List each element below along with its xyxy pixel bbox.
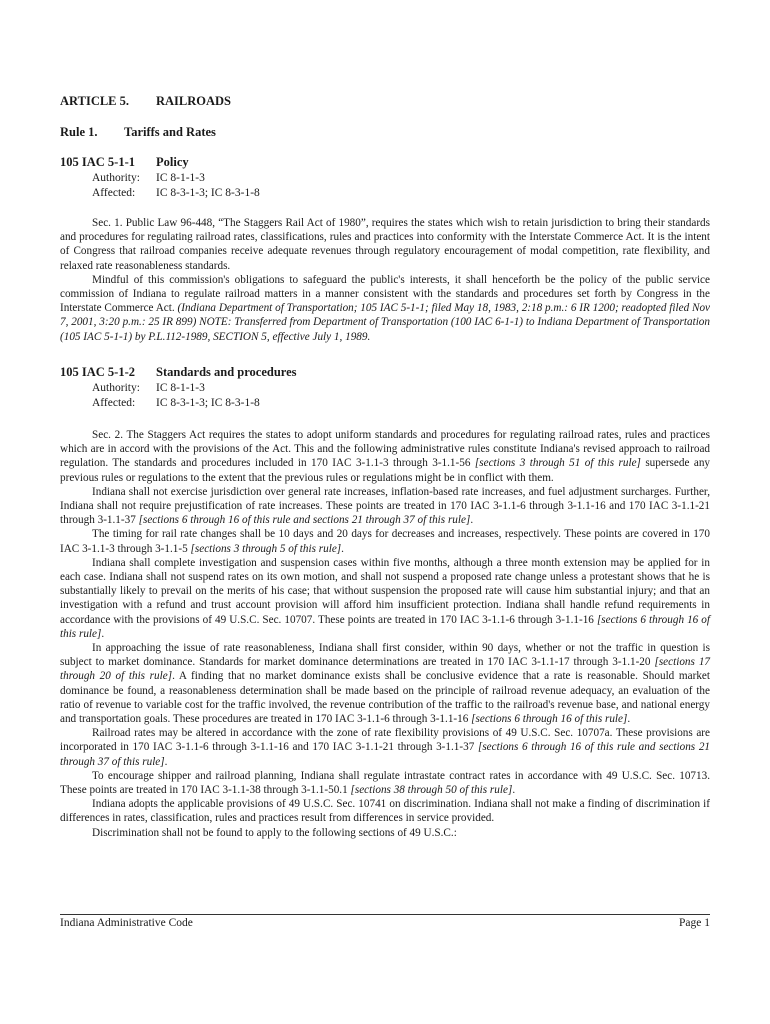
article-heading xyxy=(60,94,231,109)
authority-label: Authority: xyxy=(92,172,140,184)
paragraph: Mindful of this commission's obligations to safeguard the public's interests, it shall henceforth be the policy of the public service commission of Indiana to regulate railroad matters in a manner consistent with the standards and procedures set forth by Congress in the Interstate Commerce Act. (Indiana Department of Transportation; 105 IAC 5-1-1; filed May 18, 1983, 2:18 p.m.: 6 IR 1200; readopted filed Nov 7, 2001, 3:20 p.m.: 25 IR 899) NOTE: Transferred from Department of Transportation (100 IAC 6-1-1) to Indiana Department of Transportation (105 IAC 5-1-1) by P.L.112-1989, SECTION 5, effective July 1, 1989. xyxy=(60,273,711,343)
affected-label: Affected: xyxy=(92,397,136,409)
paragraph: Railroad rates may be altered in accordance with the zone of rate flexibility provisions of 49 U.S.C. Sec. 10707a. These provisions are incorporated in 170 IAC 3-1.1-6 through 3-1.1-16 and 170 IAC 3-1.1-21 through 3-1.1-37 [sections 6 through 16 of this rule and sections 21 through 37 of this rule]. xyxy=(60,727,711,768)
section-2-heading xyxy=(60,365,297,380)
paragraph: Indiana adopts the applicable provisions of 49 U.S.C. Sec. 10741 on discrimination. Indiana shall not make a finding of discrimination if differences in rates, classification, rules and practices result from differences in service provided. xyxy=(60,798,710,825)
history-note: (Indiana Department of Transportation; 105 IAC 5-1-1; filed May 18, 1983, 2:18 p.m.: 6 IR 1200; readopted filed Nov 7, 2001, 3:20 p.m.: 25 IR 899) NOTE: Transferred from Department of Transportation (100 IAC 6-1-1) to Indiana Department of Transportation (105 IAC 5-1-1) by P.L.112-1989, SECTION 5, effective July 1, 1989. xyxy=(60,302,711,343)
rule-title: Tariffs and Rates xyxy=(124,125,216,139)
article-number: ARTICLE 5. xyxy=(60,94,130,108)
footer-rule xyxy=(60,914,710,915)
section-1-meta xyxy=(92,171,260,201)
rule-number: Rule 1. xyxy=(60,125,98,139)
section-2-body xyxy=(60,428,710,840)
section-1-title: Policy xyxy=(156,155,189,169)
section-2-title: Standards and procedures xyxy=(156,365,297,379)
rule-heading xyxy=(60,125,216,140)
paragraph: Sec. 2. The Staggers Act requires the states to adopt uniform standards and procedures for regulating railroad rates, rules and practices which are in accord with the provisions of the Act. This and the following administrative rules constitute Indiana's revised approach to railroad regulation. The standards and procedures included in 170 IAC 3-1.1-3 through 3-1.1-56 [sections 3 through 51 of this rule] supersede any previous rules or regulations to the extent that the previous rules or regulations might be in conflict with them. xyxy=(60,429,711,484)
authority-label: Authority: xyxy=(92,382,140,394)
footer-source: Indiana Administrative Code xyxy=(60,917,193,929)
section-2-meta xyxy=(92,381,260,411)
paragraph: Discrimination shall not be found to apply to the following sections of 49 U.S.C.: xyxy=(92,826,457,839)
paragraph: To encourage shipper and railroad planning, Indiana shall regulate intrastate contract rates in accordance with 49 U.S.C. Sec. 10713. These points are treated in 170 IAC 3-1.1-38 through 3-1.1-50.1 [sections 38 through 50 of this rule]. xyxy=(60,769,710,797)
article-title: RAILROADS xyxy=(156,94,232,108)
page-number: Page 1 xyxy=(679,917,710,929)
affected-label: Affected: xyxy=(92,187,136,199)
affected-value: IC 8-3-1-3; IC 8-3-1-8 xyxy=(156,187,260,199)
section-1-heading xyxy=(60,155,189,170)
section-1-body xyxy=(60,216,710,344)
authority-value: IC 8-1-1-3 xyxy=(156,382,205,394)
section-2-number: 105 IAC 5-1-2 xyxy=(60,365,135,379)
section-1-number: 105 IAC 5-1-1 xyxy=(60,155,135,169)
paragraph: In approaching the issue of rate reasonableness, Indiana shall first consider, within 90 days, whether or not the traffic in question is subject to market dominance. Standards for market dominance determinations are treated in 170 IAC 3-1.1-17 through 3-1.1-20 [sections 17 through 20 of this rule]. A finding that no market dominance exists shall be conclusive evidence that a rate is reasonable. Should market dominance be found, a reasonableness determination shall be made based on the principle of railroad revenue adequacy, an evaluation of the ratio of revenue to variable cost for the traffic involved, the revenue contribution of the traffic to the railroad's revenue base, and national energy and transportation goals. These procedures are treated in 170 IAC 3-1.1-6 through 3-1.1-16 [sections 6 through 16 of this rule]. xyxy=(60,642,711,726)
paragraph: Sec. 1. Public Law 96-448, “The Staggers Rail Act of 1980”, requires the states which wish to retain jurisdiction to bring their standards and procedures for regulating railroad rates, classifications, rules and practices into conformity with the Interstate Commerce Act. It is the intent of Congress that railroad companies receive adequate revenues through regulatory encouragement of modal competition, rate flexibility, and relaxed rate reasonableness standards. xyxy=(60,217,710,272)
authority-value: IC 8-1-1-3 xyxy=(156,172,205,184)
paragraph: The timing for rail rate changes shall be 10 days and 20 days for decreases and increases, respectively. These points are covered in 170 IAC 3-1.1-3 through 3-1.1-5 [sections 3 through 5 of this rule]. xyxy=(60,528,710,555)
affected-value: IC 8-3-1-3; IC 8-3-1-8 xyxy=(156,397,260,409)
paragraph: Indiana shall not exercise jurisdiction over general rate increases, inflation-based rate increases, and fuel adjustment surcharges. Further, Indiana shall not require prejustification of rate increases. These points are treated in 170 IAC 3-1.1-6 through 3-1.1-16 and 170 IAC 3-1.1-21 through 3-1.1-37 [sections 6 through 16 of this rule and sections 21 through 37 of this rule]. xyxy=(60,485,710,527)
paragraph: Indiana shall complete investigation and suspension cases within five months, although a three month extension may be applied for in each case. Indiana shall not suspend rates on its own motion, and shall not suspend a proposed rate change unless a protestant shows that he is substantially likely to prevail on the merits of his case; that without suspension the proposed rate will cause him substantial injury; and that an investigation with a refund and trust account provision will afford him insufficient protection. Indiana shall handle refund requirements in accordance with the provisions of 49 U.S.C. Sec. 10707. These points are treated in 170 IAC 3-1.1-6 through 3-1.1-16 [sections 6 through 16 of this rule]. xyxy=(60,556,711,640)
page-footer xyxy=(60,917,710,929)
